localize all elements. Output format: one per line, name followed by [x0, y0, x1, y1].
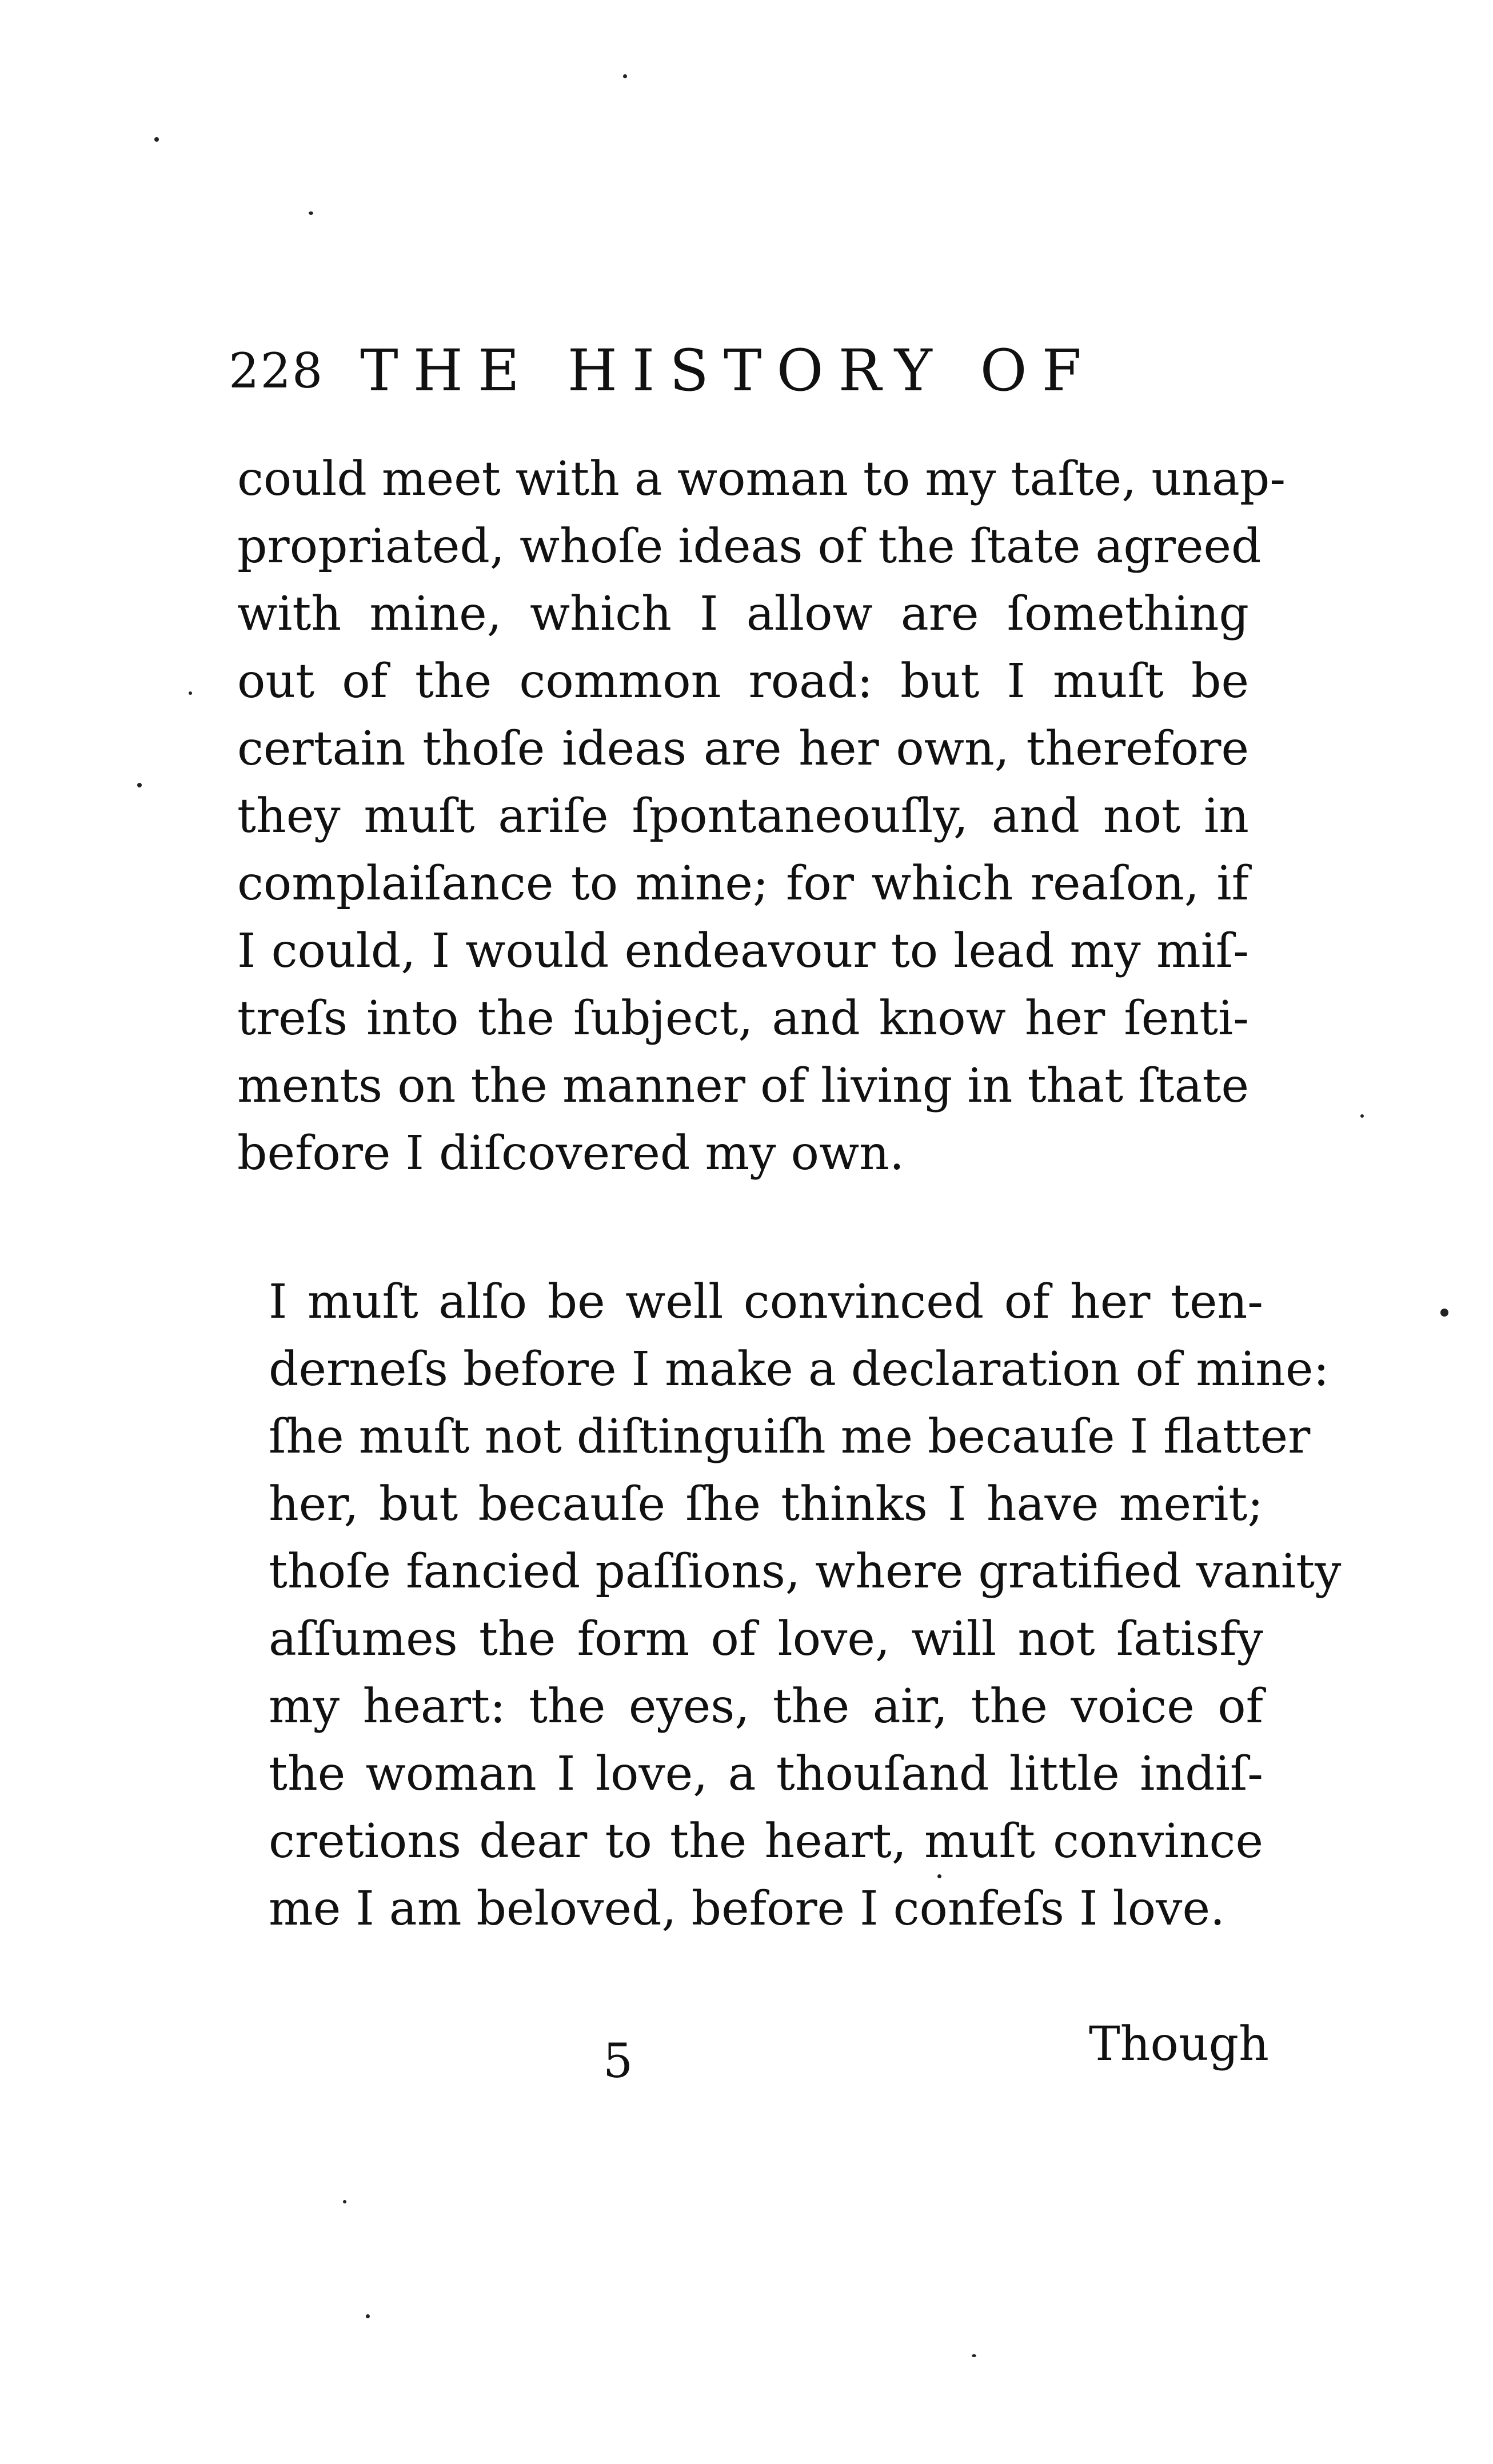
catchword: Though — [1089, 2017, 1269, 2071]
text-line: cretions dear to the heart, muſt convince — [269, 1814, 1263, 1869]
text-line: propriated, whoſe ideas of the ſtate agreed — [237, 519, 1262, 574]
signature-mark: 5 — [603, 2034, 633, 2089]
print-speck — [189, 691, 192, 695]
print-speck — [623, 74, 627, 78]
text-line: ſhe muſt not diſtinguiſh me becauſe I flatter — [269, 1410, 1311, 1464]
text-line: certain thoſe ideas are her own, therefore — [237, 722, 1249, 776]
print-speck — [937, 1874, 941, 1878]
text-line: the woman I love, a thouſand little indiſ- — [269, 1747, 1263, 1801]
page-number: 228 — [229, 343, 324, 399]
print-speck — [366, 2314, 370, 2318]
text-line: derneſs before I make a declaration of mine: — [269, 1342, 1330, 1397]
text-line: complaiſance to mine; for which reaſon, if — [237, 857, 1249, 911]
text-line: her, but becauſe ſhe thinks I have merit; — [269, 1477, 1263, 1531]
print-speck — [137, 783, 142, 787]
text-line: out of the common road: but I muſt be — [237, 654, 1249, 709]
text-line: treſs into the ſubject, and know her ſenti- — [237, 991, 1249, 1046]
print-speck — [343, 2200, 346, 2203]
text-line: with mine, which I allow are ſomething — [237, 587, 1249, 641]
text-line: ments on the manner of living in that ſtate — [237, 1059, 1249, 1113]
print-speck — [1360, 1114, 1364, 1118]
text-line: thoſe fancied paſſions, where gratified vanity — [269, 1545, 1342, 1599]
running-title: THE HISTORY OF — [360, 337, 1096, 404]
page-header — [229, 337, 1143, 417]
text-line: I muſt alſo be well convinced of her ten- — [269, 1275, 1263, 1329]
text-line: aſſumes the form of love, will not ſatisfy — [269, 1612, 1263, 1666]
print-speck — [972, 2354, 976, 2357]
paragraph-2 — [269, 1269, 1342, 1943]
print-speck — [154, 137, 159, 142]
text-line: before I diſcovered my own. — [237, 1126, 905, 1181]
text-line: me I am beloved, before I confeſs I love. — [269, 1882, 1225, 1936]
text-line: my heart: the eyes, the air, the voice of — [269, 1679, 1263, 1734]
text-line: they muſt ariſe ſpontaneouſly, and not in — [237, 789, 1249, 843]
paragraph-1 — [237, 446, 1286, 1187]
print-speck — [309, 211, 313, 215]
text-line: I could, I would endeavour to lead my miſ- — [237, 924, 1249, 978]
print-speck — [1440, 1309, 1448, 1317]
text-line: could meet with a woman to my taſte, unap- — [237, 452, 1286, 506]
